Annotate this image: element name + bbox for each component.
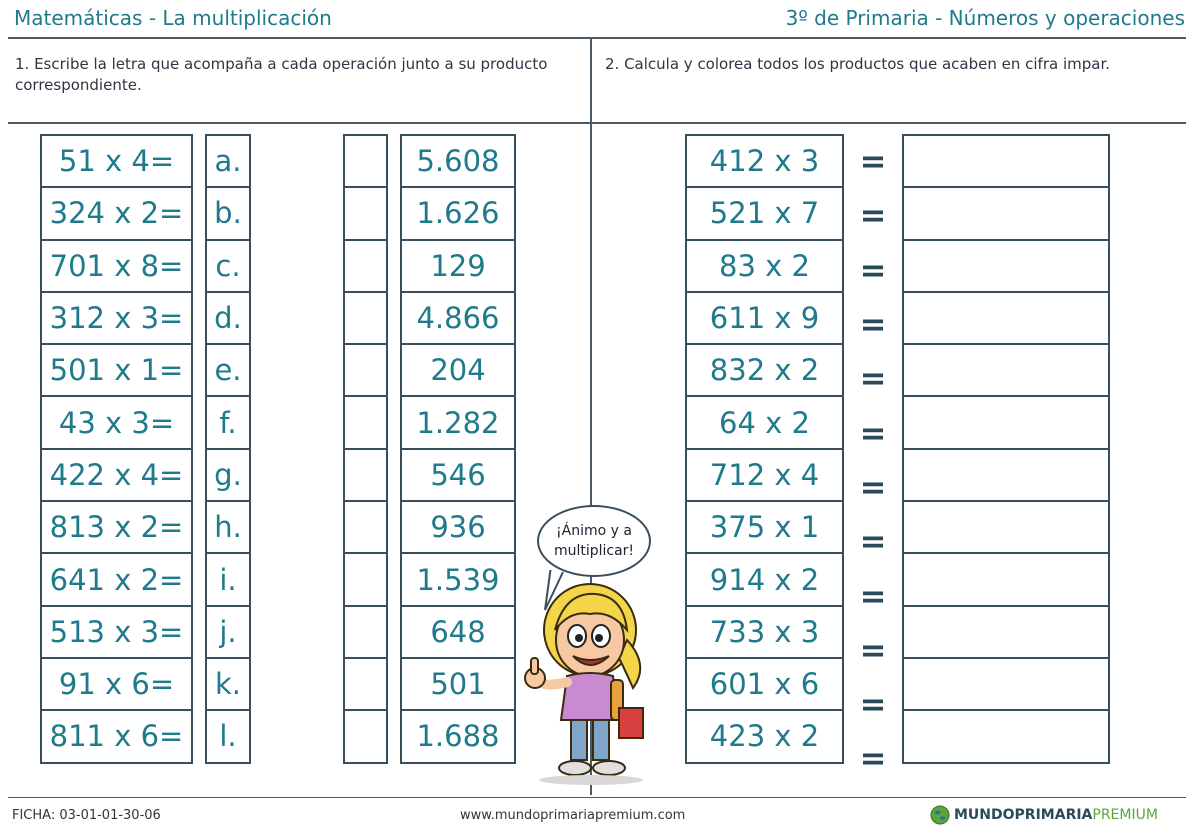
answer-letter-box[interactable] bbox=[343, 186, 388, 240]
brand-mundo: MUNDO bbox=[954, 807, 1015, 823]
operation-cell: 43 x 3= bbox=[40, 395, 193, 449]
result-box[interactable] bbox=[902, 500, 1110, 554]
letter-cell: a. bbox=[205, 134, 251, 188]
equals-sign: = bbox=[859, 250, 887, 289]
product-cell: 936 bbox=[400, 500, 516, 554]
product-cell: 501 bbox=[400, 657, 516, 711]
result-box[interactable] bbox=[902, 657, 1110, 711]
equals-sign: = bbox=[859, 142, 887, 181]
answer-letter-box[interactable] bbox=[343, 605, 388, 659]
operation-cell: 813 x 2= bbox=[40, 500, 193, 554]
letter-cell: b. bbox=[205, 186, 251, 240]
letter-cell: h. bbox=[205, 500, 251, 554]
product-cell: 1.282 bbox=[400, 395, 516, 449]
operation-cell: 832 x 2 bbox=[685, 343, 844, 397]
exercise1-instruction: 1. Escribe la letra que acompaña a cada operación junto a su producto correspondiente. bbox=[15, 55, 548, 94]
result-box[interactable] bbox=[902, 134, 1110, 188]
equals-sign: = bbox=[859, 522, 887, 561]
letter-cell: e. bbox=[205, 343, 251, 397]
operation-cell: 423 x 2 bbox=[685, 709, 844, 763]
page-title: Matemáticas - La multiplicación bbox=[14, 6, 332, 30]
equals-sign: = bbox=[859, 576, 887, 615]
equals-sign: = bbox=[859, 739, 887, 778]
answer-letter-box[interactable] bbox=[343, 709, 388, 763]
operation-cell: 513 x 3= bbox=[40, 605, 193, 659]
answer-letter-box[interactable] bbox=[343, 552, 388, 606]
header-divider bbox=[8, 37, 1186, 39]
operation-cell: 641 x 2= bbox=[40, 552, 193, 606]
instruction-divider bbox=[8, 122, 1186, 124]
equals-sign: = bbox=[859, 305, 887, 344]
exercise2-instruction: 2. Calcula y colorea todos los productos que acaben en cifra impar. bbox=[605, 55, 1111, 73]
product-cell: 5.608 bbox=[400, 134, 516, 188]
answer-letter-box[interactable] bbox=[343, 448, 388, 502]
product-cell: 129 bbox=[400, 239, 516, 293]
operation-cell: 312 x 3= bbox=[40, 291, 193, 345]
operation-cell: 324 x 2= bbox=[40, 186, 193, 240]
letter-cell: c. bbox=[205, 239, 251, 293]
brand-logo bbox=[930, 805, 1158, 825]
cartoon-girl-illustration bbox=[515, 570, 655, 790]
letter-cell: j. bbox=[205, 605, 251, 659]
answer-letter-box[interactable] bbox=[343, 134, 388, 188]
answer-letter-box[interactable] bbox=[343, 500, 388, 554]
product-cell: 546 bbox=[400, 448, 516, 502]
operation-cell: 422 x 4= bbox=[40, 448, 193, 502]
equals-sign: = bbox=[859, 413, 887, 452]
operation-cell: 701 x 8= bbox=[40, 239, 193, 293]
result-box[interactable] bbox=[902, 448, 1110, 502]
answer-letter-box[interactable] bbox=[343, 395, 388, 449]
operation-cell: 733 x 3 bbox=[685, 605, 844, 659]
product-cell: 1.539 bbox=[400, 552, 516, 606]
result-box[interactable] bbox=[902, 186, 1110, 240]
exercise1-letters-column bbox=[205, 134, 251, 764]
operation-cell: 611 x 9 bbox=[685, 291, 844, 345]
operation-cell: 521 x 7 bbox=[685, 186, 844, 240]
speech-bubble-text: ¡Ánimo y a multiplicar! bbox=[553, 523, 635, 559]
footer-divider bbox=[8, 797, 1186, 798]
operation-cell: 51 x 4= bbox=[40, 134, 193, 188]
product-cell: 1.688 bbox=[400, 709, 516, 763]
answer-letter-box[interactable] bbox=[343, 239, 388, 293]
result-box[interactable] bbox=[902, 552, 1110, 606]
operation-cell: 91 x 6= bbox=[40, 657, 193, 711]
result-box[interactable] bbox=[902, 291, 1110, 345]
equals-sign: = bbox=[859, 359, 887, 398]
answer-letter-box[interactable] bbox=[343, 657, 388, 711]
operation-cell: 412 x 3 bbox=[685, 134, 844, 188]
letter-cell: i. bbox=[205, 552, 251, 606]
equals-sign: = bbox=[859, 685, 887, 724]
exercise2-operations-column bbox=[685, 134, 844, 764]
exercise2-results-column bbox=[902, 134, 1110, 764]
letter-cell: d. bbox=[205, 291, 251, 345]
brand-primaria: PRIMARIA bbox=[1014, 807, 1093, 823]
product-cell: 204 bbox=[400, 343, 516, 397]
equals-sign: = bbox=[859, 630, 887, 669]
ficha-code: FICHA: 03-01-01-30-06 bbox=[12, 808, 161, 823]
result-box[interactable] bbox=[902, 395, 1110, 449]
result-box[interactable] bbox=[902, 709, 1110, 763]
letter-cell: k. bbox=[205, 657, 251, 711]
operation-cell: 83 x 2 bbox=[685, 239, 844, 293]
speech-bubble bbox=[537, 505, 651, 577]
exercise1-operations-column bbox=[40, 134, 193, 764]
exercise2-equals-column bbox=[850, 134, 896, 786]
operation-cell: 64 x 2 bbox=[685, 395, 844, 449]
operation-cell: 375 x 1 bbox=[685, 500, 844, 554]
product-cell: 648 bbox=[400, 605, 516, 659]
equals-sign: = bbox=[859, 196, 887, 235]
result-box[interactable] bbox=[902, 239, 1110, 293]
operation-cell: 501 x 1= bbox=[40, 343, 193, 397]
operation-cell: 811 x 6= bbox=[40, 709, 193, 763]
page-subtitle: 3º de Primaria - Números y operaciones bbox=[785, 6, 1185, 30]
answer-letter-box[interactable] bbox=[343, 343, 388, 397]
letter-cell: f. bbox=[205, 395, 251, 449]
exercise1-answer-column bbox=[343, 134, 388, 764]
letter-cell: l. bbox=[205, 709, 251, 763]
result-box[interactable] bbox=[902, 605, 1110, 659]
operation-cell: 601 x 6 bbox=[685, 657, 844, 711]
brand-premium: PREMIUM bbox=[1092, 807, 1158, 823]
website-url[interactable]: www.mundoprimariapremium.com bbox=[460, 808, 686, 823]
equals-sign: = bbox=[859, 467, 887, 506]
answer-letter-box[interactable] bbox=[343, 291, 388, 345]
globe-icon bbox=[930, 805, 950, 825]
product-cell: 1.626 bbox=[400, 186, 516, 240]
product-cell: 4.866 bbox=[400, 291, 516, 345]
exercise1-products-column bbox=[400, 134, 516, 764]
letter-cell: g. bbox=[205, 448, 251, 502]
operation-cell: 914 x 2 bbox=[685, 552, 844, 606]
operation-cell: 712 x 4 bbox=[685, 448, 844, 502]
result-box[interactable] bbox=[902, 343, 1110, 397]
